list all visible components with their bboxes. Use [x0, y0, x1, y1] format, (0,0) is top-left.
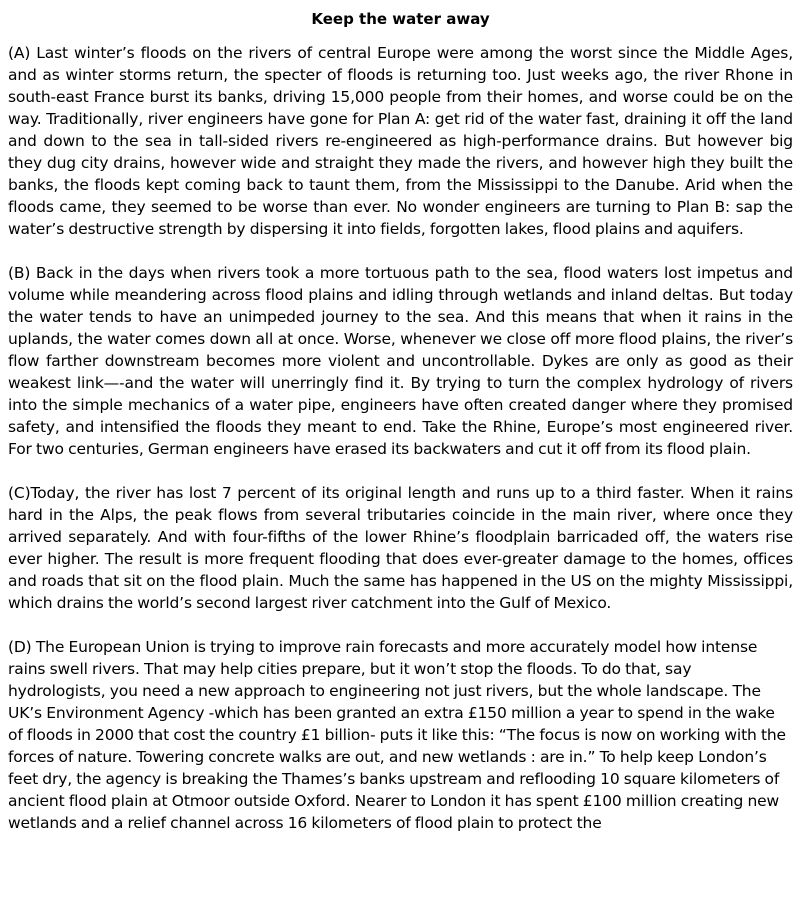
paragraph-a: (A) Last winter’s floods on the rivers of central Europe were among the worst since the Middle Ages, and as winter storms return, the specter of floods is returning too. Just weeks ago, the river Rhone in south-east France burst its banks, driving 15,000 people from their homes, and worse could be on the way. Traditionally, river engineers have gone for Plan A: get rid of the water fast, draining it off the land and down to the sea in tall-sided rivers re-engineered as high-performance drains. But however big they dug city drains, however wide and straight they made the rivers, and however high they built the banks, the floods kept coming back to taunt them, from the Mississippi to the Danube. Arid when the floods came, they seemed to be worse than ever. No wonder engineers are turning to Plan B: sap the water’s destructive strength by dispersing it into fields, forgotten lakes, flood plains and aquifers.: [8, 44, 793, 238]
document-title: Keep the water away: [311, 10, 490, 28]
paragraph-b: (B) Back in the days when rivers took a more tortuous path to the sea, flood waters lost impetus and volume while meandering across flood plains and idling through wetlands and inland deltas. But today the water tends to have an unimpeded journey to the sea. And this means that when it rains in the uplands, the water comes down all at once. Worse, whenever we close off more flood plains, the river’s flow farther downstream becomes more violent and uncontrollable. Dykes are only as good as their weakest link—-and the water will unerringly find it. By trying to turn the complex hydrology of rivers into the simple mechanics of a water pipe, engineers have often created danger where they promised safety, and intensified the floods they meant to end. Take the Rhine, Europe’s most engineered river. For two centuries, German engineers have erased its backwaters and cut it off from its flood plain.: [8, 264, 793, 458]
document-page: [8, 8, 793, 834]
paragraph-c: (C)Today, the river has lost 7 percent of its original length and runs up to a third faster. When it rains hard in the Alps, the peak flows from several tributaries coincide in the main river, where once they arrived separately. And with four-fifths of the lower Rhine’s floodplain barricaded off, the waters rise ever higher. The result is more frequent flooding that does ever-greater damage to the homes, offices and roads that sit on the flood plain. Much the same has happened in the US on the mighty Mississippi, which drains the world’s second largest river catchment into the Gulf of Mexico.: [8, 484, 793, 612]
paragraph-d: (D) The European Union is trying to improve rain forecasts and more accurately model how intense rains swell rivers. That may help cities prepare, but it won’t stop the floods. To do that, say hydrologists, you need a new approach to engineering not just rivers, but the whole landscape. The UK’s Environment Agency -which has been granted an extra £150 million a year to spend in the wake of floods in 2000 that cost the country £1 billion- puts it like this: “The focus is now on working with the forces of nature. Towering concrete walks are out, and new wetlands : are in.” To help keep London’s feet dry, the agency is breaking the Thames’s banks upstream and reflooding 10 square kilometers of ancient flood plain at Otmoor outside Oxford. Nearer to London it has spent £100 million creating new wetlands and a relief channel across 16 kilometers of flood plain to protect the: [8, 638, 786, 832]
